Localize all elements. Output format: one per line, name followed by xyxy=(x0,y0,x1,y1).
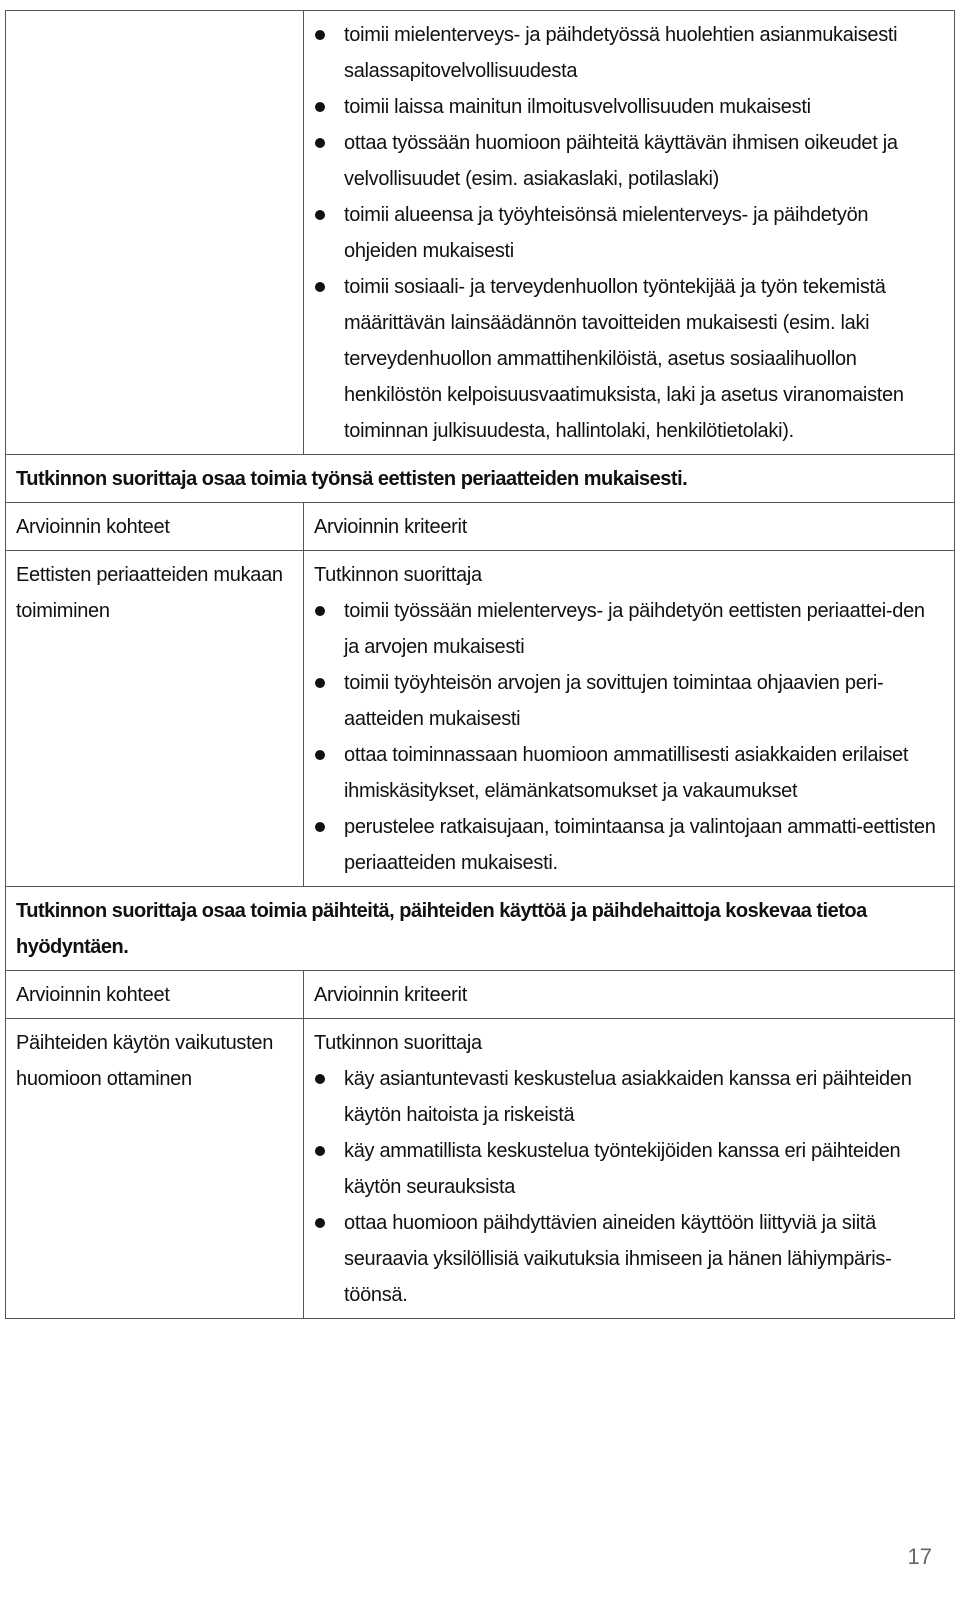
criteria-cell xyxy=(304,551,955,887)
criterion-item: toimii alueensa ja työyhteisönsä mielenterveys- ja päihdetyön ohjeiden mukaisesti xyxy=(314,197,944,269)
continued-left-cell xyxy=(6,11,304,455)
criterion-item: toimii työssään mielenterveys- ja päihdetyön eettisten periaattei-den ja arvojen mukaisesti xyxy=(314,593,944,665)
column-header-targets: Arvioinnin kohteet xyxy=(6,971,304,1019)
criteria-row xyxy=(6,1019,955,1319)
criteria-table xyxy=(5,10,955,1319)
criterion-item: toimii sosiaali- ja terveydenhuollon työntekijää ja työn tekemistä määrittävän lainsäädännön tavoitteiden mukaisesti (esim. laki terveydenhuollon ammattihenkilöistä, asetus sosiaalihuollon henkilöstön kelpoisuusvaatimuksista, laki ja asetus viranomaisten toiminnan julkisuudesta, hallintolaki, henkilötietolaki). xyxy=(314,269,944,449)
column-header-criteria: Arvioinnin kriteerit xyxy=(304,503,955,551)
criterion-item: perustelee ratkaisujaan, toimintaansa ja valintojaan ammatti-eettisten periaatteiden mukaisesti. xyxy=(314,809,944,881)
criterion-item: toimii työyhteisön arvojen ja sovittujen toimintaa ohjaavien peri-aatteiden mukaisesti xyxy=(314,665,944,737)
assessment-target: Eettisten periaatteiden mukaan toimiminen xyxy=(6,551,304,887)
continued-criteria-list xyxy=(314,17,944,449)
criterion-item: ottaa toiminnassaan huomioon ammatillisesti asiakkaiden erilaiset ihmiskäsitykset, elämänkatsomukset ja vakaumukset xyxy=(314,737,944,809)
page-number: 17 xyxy=(907,1544,932,1569)
criterion-item: käy ammatillista keskustelua työntekijöiden kanssa eri päihteiden käytön seurauksista xyxy=(314,1133,944,1205)
criteria-row xyxy=(6,551,955,887)
criterion-item: toimii laissa mainitun ilmoitusvelvollisuuden mukaisesti xyxy=(314,89,944,125)
criterion-item: ottaa huomioon päihdyttävien aineiden käyttöön liittyviä ja siitä seuraavia yksilöllisiä vaikutuksia ihmiseen ja hänen lähiympäris-töönsä. xyxy=(314,1205,944,1313)
column-header-row xyxy=(6,503,955,551)
column-header-targets: Arvioinnin kohteet xyxy=(6,503,304,551)
criteria-cell xyxy=(304,1019,955,1319)
section-heading: Tutkinnon suorittaja osaa toimia päihteitä, päihteiden käyttöä ja päihdehaittoja koskevaa tietoa hyödyntäen. xyxy=(6,887,955,971)
section-heading: Tutkinnon suorittaja osaa toimia työnsä eettisten periaatteiden mukaisesti. xyxy=(6,455,955,503)
criteria-intro: Tutkinnon suorittaja xyxy=(314,1032,482,1054)
criteria-list xyxy=(314,1061,944,1313)
assessment-target: Päihteiden käytön vaikutusten huomioon ottaminen xyxy=(6,1019,304,1319)
column-header-row xyxy=(6,971,955,1019)
continued-criteria-cell xyxy=(304,11,955,455)
column-header-criteria: Arvioinnin kriteerit xyxy=(304,971,955,1019)
section-heading-row xyxy=(6,887,955,971)
criterion-item: ottaa työssään huomioon päihteitä käyttävän ihmisen oikeudet ja velvollisuudet (esim. asiakaslaki, potilaslaki) xyxy=(314,125,944,197)
continued-row xyxy=(6,11,955,455)
criteria-list xyxy=(314,593,944,881)
criterion-item: käy asiantuntevasti keskustelua asiakkaiden kanssa eri päihteiden käytön haitoista ja riskeistä xyxy=(314,1061,944,1133)
criterion-item: toimii mielenterveys- ja päihdetyössä huolehtien asianmukaisesti salassapitovelvollisuudesta xyxy=(314,17,944,89)
criteria-intro: Tutkinnon suorittaja xyxy=(314,564,482,586)
section-heading-row xyxy=(6,455,955,503)
